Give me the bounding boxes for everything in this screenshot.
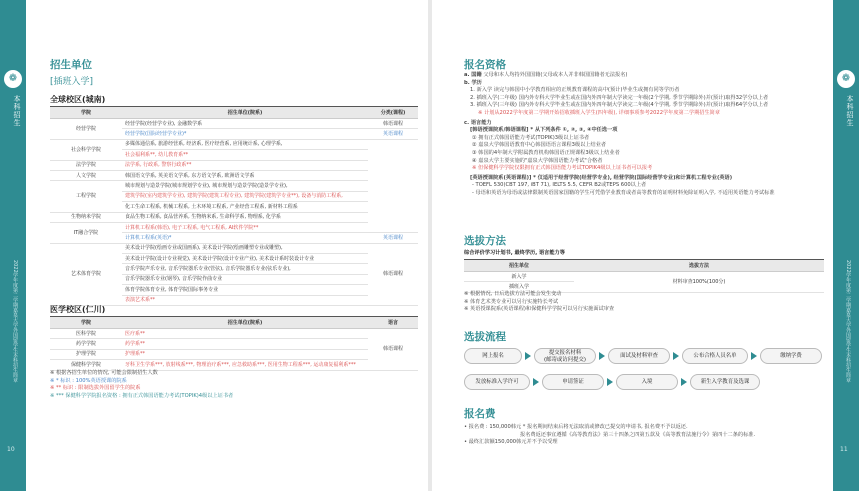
eligibility-title: 报名资格: [464, 59, 506, 71]
flow-diagram: [464, 348, 824, 392]
right-page-number: 11: [840, 446, 848, 453]
college-cell: 经营学院: [50, 119, 122, 140]
fee-line: • 最终汇款额150,000韩元并不予以受理: [464, 439, 558, 446]
arrow-right-icon: [607, 378, 613, 386]
fee-title: 报名费: [464, 408, 496, 420]
units-cell: 医疗系**: [122, 329, 368, 339]
table-row: [50, 170, 418, 180]
arrow-right-icon: [673, 352, 679, 360]
table-header: 学院: [50, 107, 122, 119]
left-sidebar-strip: [0, 0, 26, 491]
units-cell: 体育学院体育专业, 体育学院国际事务专业: [122, 285, 368, 295]
sidebar-title: 本科招生: [13, 95, 21, 127]
korean-item: ④ 嘉泉大学主要实施的"嘉泉大学韩国语能力考试"合格者: [472, 157, 603, 164]
arrow-right-icon: [751, 352, 757, 360]
gachon-logo-icon: ❁: [837, 70, 855, 88]
sidebar-subtitle: 2022学年度第二学期嘉泉大学外国留学生本科招生简章: [12, 260, 18, 383]
category-cell: 英语课程: [368, 233, 418, 243]
college-cell: 生物纳米学院: [50, 212, 122, 222]
flow-step: 发放标准入学许可: [464, 374, 530, 390]
units-cell: 美术设计学院(设计专业视觉), 美术设计学院(设计专业产业), 美术设计系时装设计专业: [122, 254, 368, 264]
note-line: ※ 根据情况, 日后选拔方法可能会发生变动: [464, 291, 562, 297]
table-cell: 插班入学: [464, 282, 574, 292]
notes-block: [50, 370, 418, 400]
education-item: 2. 插班入学(二年级) 国内外专科大学毕业生或在国内外四年制大学读完一年级(2个学期, 季节学期除外)并(预计)取得32学分以上者: [470, 94, 769, 101]
table-row: [50, 360, 418, 370]
korean-item: ③ 韩国的4年制大学附属教育机构韩国语正规课程3级以上结业者: [472, 149, 620, 156]
korean-item: ① 拥有正式韩国语能力考试(TOPIK)3级以上证书者: [472, 134, 590, 141]
education-label: b. 学历: [464, 79, 482, 86]
table-header: 学院: [50, 317, 122, 329]
category-cell: 英语课程: [368, 129, 418, 139]
units-cell: 城市规划与造景学院(城市规划学专业), 城市规划与造景学院(造景学专业),: [122, 181, 368, 191]
flow-step: 新生入学教育及选课: [690, 374, 760, 390]
table-row: [50, 349, 418, 359]
note-line: ※ 英语授课院系(英语课程)和保健科学学院可以另行实施面试审查: [464, 306, 615, 313]
left-page-number: 10: [7, 446, 15, 453]
flow-step: 缴纳学费: [760, 348, 822, 364]
table-row: [50, 139, 418, 149]
units-cell: 计算机工程系(韩语), 电子工程系, 电气工程系, AI软件学院**: [122, 222, 368, 232]
college-cell: 医科学院: [50, 329, 122, 339]
table-medical-campus: [50, 316, 418, 371]
table-row: [50, 212, 418, 222]
education-item: 1. 新入学 读完与韩国中小学教育相应的正规教育课程的高中(预计)毕业生或拥有同等学历者: [470, 87, 680, 94]
college-cell: 药学学院: [50, 339, 122, 349]
flow-step: 入境: [616, 374, 678, 390]
college-cell: IT融合学院: [50, 222, 122, 243]
table-header: 分类(课程): [368, 107, 418, 119]
section-title-units: 招生单位: [50, 59, 92, 71]
right-sidebar-strip: [833, 0, 859, 491]
flow-title: 选拔流程: [464, 331, 506, 343]
arrow-right-icon: [525, 352, 531, 360]
table-header: 招生单位(院系): [122, 317, 368, 329]
method-subtitle: 综合评价学习计划书, 最终学历, 语言能力等: [464, 250, 565, 256]
english-track-title: [英语授课院系(英语课程)] * 仅适用于经营学院(经营学专业), 经营学院(国际经营学专业)和计算机工程专业(英语): [470, 174, 733, 181]
note-line: ※ 根据各招生单位的情况, 可能会限制招生人数: [50, 370, 158, 376]
arrow-right-icon: [681, 378, 687, 386]
category-cell: 韩语课程: [368, 243, 418, 305]
college-cell: 艺术体育学院: [50, 243, 122, 305]
nationality-text: 父母和本人均持外国国籍(父母或本人并非韩国国籍者无法报名): [483, 72, 628, 78]
units-cell: 护理系**: [122, 349, 368, 359]
campus1-title: 全球校区(城南): [50, 95, 106, 104]
table-row: [50, 222, 418, 232]
eligibility-block: [464, 72, 824, 198]
method-table: [464, 259, 824, 293]
table-row: [50, 329, 418, 339]
education-note: ※ 计划从2022学年度第二学期开始招收插班入学生(四年级), 详细事项参考2022学年度第二学期招生简章: [478, 109, 721, 116]
fee-line: • 报名费 : 150,000韩元 * 报名期间结束后将无法取消或修改已提交的申请书, 报名费不予以返还.: [464, 424, 688, 430]
units-cell: 药学系**: [122, 339, 368, 349]
education-item: 3. 插班入学(三年级) 国内外专科大学毕业生或在国内外四年制大学读完二年级(4个学期, 季节学期除外)并(预计)取得64学分以上者: [470, 102, 769, 109]
english-item: - 母语和英语为母语或法律限制英语国家国籍的学生可凭借学业教育或者高等教育的证明材料免除证明入学, 不适用英语能力考试标准: [472, 189, 775, 196]
units-cell: 多媒体通信系, 旅游经营系, 经济系, 医疗经营系, 应用统计系, 心理学系,: [122, 139, 368, 149]
note-line: ※ ** 标识 : 限制选拔外国留学生的院系: [50, 385, 141, 392]
table-row: [50, 160, 418, 170]
table-cell: 材料审查100%(100分): [574, 272, 824, 293]
right-page: [432, 0, 833, 491]
subtitle-transfer: [插班入学]: [50, 77, 94, 87]
arrow-right-icon: [599, 352, 605, 360]
table-row: [50, 181, 418, 191]
method-title: 选拔方法: [464, 235, 506, 247]
units-cell: 法学系, 行政系, 警察行政系**: [122, 160, 368, 170]
flow-step: 提交报名材料 (邮寄或访问提交): [534, 348, 596, 364]
flow-step: 网上报名: [464, 348, 522, 364]
table-row: [464, 272, 824, 282]
english-item: - TOEFL 530(CBT 197, iBT 71), IELTS 5.5, CEFR B2或TEPS 600以上者: [472, 182, 647, 189]
flow-step: 申请签证: [542, 374, 604, 390]
category-cell: [368, 139, 418, 233]
table-header: 选拔方法: [574, 260, 824, 272]
nationality-label: a. 国籍: [464, 72, 482, 78]
method-notes: [464, 291, 824, 314]
korean-item: ② 嘉泉大学韩国语教育中心韩国语语言课程3级以上结业者: [472, 142, 607, 149]
units-cell: 化工生命工程系, 机械工程系, 土木环境工程系, 产业经营工程系, 新材料工程系: [122, 202, 368, 212]
units-cell: 音乐学院器乐专业(钢琴), 音乐学院作曲专业: [122, 274, 368, 284]
table-global-campus: [50, 106, 418, 306]
college-cell: 护理学院: [50, 349, 122, 359]
category-cell: 韩语课程: [368, 329, 418, 371]
korean-track-title: [韩语授课院系/韩语课程] * 从下列条件 ①, ②, ③, ④中任选一项: [470, 127, 618, 134]
college-cell: 法学学院: [50, 160, 122, 170]
korean-note: ※ 但保健科学学院仅限拥有正式韩国语能力考试TOPIK4级以上证书者可以报考: [472, 165, 653, 172]
table-row: [50, 243, 418, 253]
units-cell: 音乐学院声乐专业, 音乐学院器乐专业(管弦), 音乐学院器乐专业(弦乐专业),: [122, 264, 368, 274]
units-cell: 经营学院(国际经营学专业)*: [122, 129, 368, 139]
college-cell: 保健科学学院: [50, 360, 122, 370]
table-header: 招生单位(院系): [122, 107, 368, 119]
units-cell: 社会福利系**, 幼儿教育系**: [122, 150, 368, 160]
note-line: ※ *** 保健科学学院报名资格 : 拥有正式韩国语能力考试(TOPIK)4级以上证书者: [50, 392, 234, 399]
table-header: 招生单位: [464, 260, 574, 272]
units-cell: 经营学院(经营学专业), 金融数学系: [122, 119, 368, 129]
category-cell: 韩语课程: [368, 119, 418, 129]
college-cell: 社会科学学院: [50, 139, 122, 160]
fee-line: 报名费返还事宜遵循《高等教育法》第三十四条之四第五款及《高等教育法施行令》第四十二条的标准.: [520, 431, 756, 438]
sidebar-title: 本科招生: [846, 95, 854, 127]
flow-step: 面试及材料审查: [608, 348, 670, 364]
campus2-title: 医学校区(仁川): [50, 305, 106, 314]
units-cell: 美术设计学院(绘画专业或国画系), 美术设计学院(绘画雕塑专业或雕塑),: [122, 243, 368, 253]
units-cell: 建筑学院(室内建筑学专业), 建筑学院(建筑工程专业), 建筑学院(建筑学专业**), 设备与消防工程系,: [122, 191, 368, 201]
units-cell: 食品生物工程系, 食品营养系, 生物纳米系, 生命科学系, 物理系, 化学系: [122, 212, 368, 222]
table-row: [50, 119, 418, 129]
units-cell: 韩国语文学系, 英美语文学系, 东方语文学系, 欧洲语文学系: [122, 170, 368, 180]
units-cell: 表演艺术系**: [122, 295, 368, 305]
table-header: 语言: [368, 317, 418, 329]
table-row: [50, 339, 418, 349]
units-cell: 牙科卫生学系***, 放射线系***, 物理治疗系***, 应急救助系***, 医用生物工程系***, 运动康复福利系***: [122, 360, 368, 370]
left-page: [26, 0, 428, 491]
sidebar-subtitle: 2022学年度第二学期嘉泉大学外国留学生本科招生简章: [845, 260, 851, 383]
college-cell: 工程学院: [50, 181, 122, 212]
table-cell: 新入学: [464, 272, 574, 282]
flow-step: 公布合格人员名单: [682, 348, 748, 364]
gachon-logo-icon: ❁: [4, 70, 22, 88]
arrow-right-icon: [533, 378, 539, 386]
note-line: ※ 体育艺术类专业可以另行实施特长考试: [464, 298, 559, 305]
college-cell: 人文学院: [50, 170, 122, 180]
note-line: ※ * 标识 : 100%英语授课的院系: [50, 377, 127, 384]
language-label: c. 语言能力: [464, 119, 492, 126]
fee-block: [464, 424, 824, 447]
units-cell: 计算机工程系(英语)*: [122, 233, 368, 243]
